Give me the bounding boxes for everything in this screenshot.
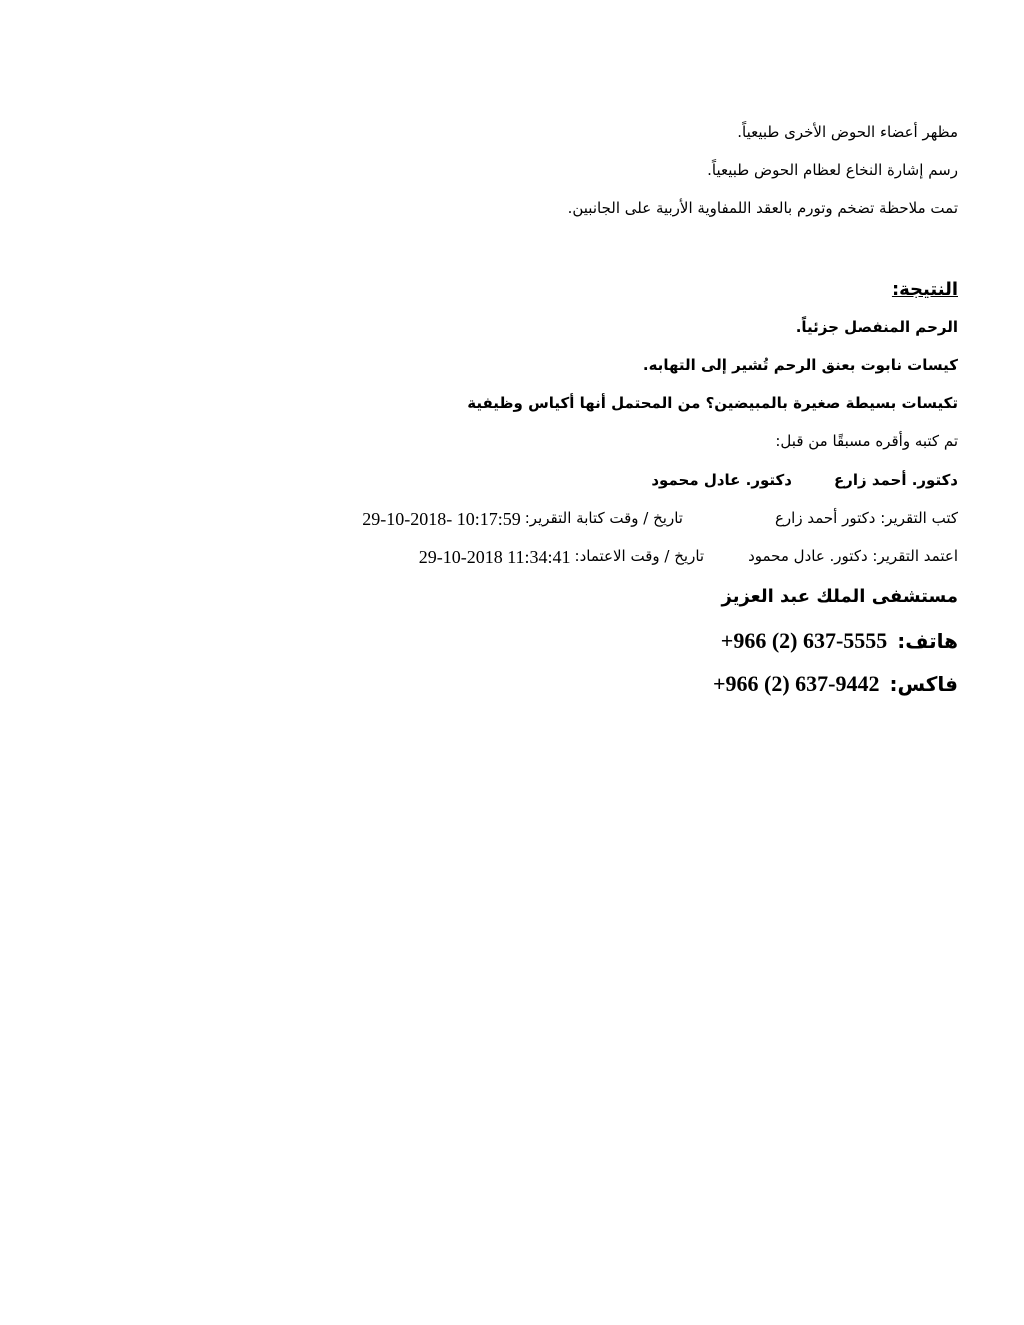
- approved-datetime-label: تاريخ / وقت الاعتماد:: [574, 547, 705, 565]
- written-row: [362, 509, 958, 530]
- approved-by: اعتمد التقرير: دكتور. عادل محمود: [748, 547, 958, 565]
- conclusion-item: تكيسات بسيطة صغيرة بالمبيضين؟ من المحتمل أنها أكياس وظيفية: [467, 394, 958, 412]
- approved-datetime: 29-10-2018 11:34:41: [418, 547, 571, 567]
- doctor-name: دكتور. عادل محمود: [651, 471, 792, 489]
- finding-lymph-nodes: تمت ملاحظة تضخم وتورم بالعقد اللمفاوية الأربية على الجانبين.: [567, 199, 958, 217]
- fax-label: فاكس:: [889, 672, 958, 696]
- written-datetime-label: تاريخ / وقت كتابة التقرير:: [524, 509, 683, 527]
- signoff-note: تم كتبه وأقره مسبقًا من قبل:: [775, 432, 958, 450]
- approved-row: [419, 547, 958, 568]
- signoff-doctors: [651, 471, 958, 489]
- phone-row: [721, 628, 958, 654]
- finding-bone-marrow: رسم إشارة النخاع لعظام الحوض طبيعياً.: [707, 161, 958, 179]
- hospital-name: مستشفى الملك عبد العزيز: [721, 586, 958, 607]
- fax-row: [713, 671, 958, 697]
- doctor-name: دكتور. أحمد زارع: [833, 471, 958, 489]
- conclusion-item: كيسات نابوت بعنق الرحم تُشير إلى التهابه.: [642, 356, 958, 374]
- finding-pelvic-organs: مظهر أعضاء الحوض الأخرى طبيعياً.: [737, 123, 958, 141]
- written-datetime: 29-10-2018- 10:17:59: [362, 509, 521, 529]
- conclusion-item: الرحم المنفصل جزئياً.: [795, 318, 958, 336]
- phone-label: هاتف:: [897, 629, 958, 653]
- phone-number: +966 (2) 637-5555: [720, 628, 888, 653]
- fax-number: +966 (2) 637-9442: [712, 671, 880, 696]
- written-by: كتب التقرير: دكتور أحمد زارع: [774, 509, 958, 527]
- conclusion-heading: النتيجة:: [891, 279, 958, 300]
